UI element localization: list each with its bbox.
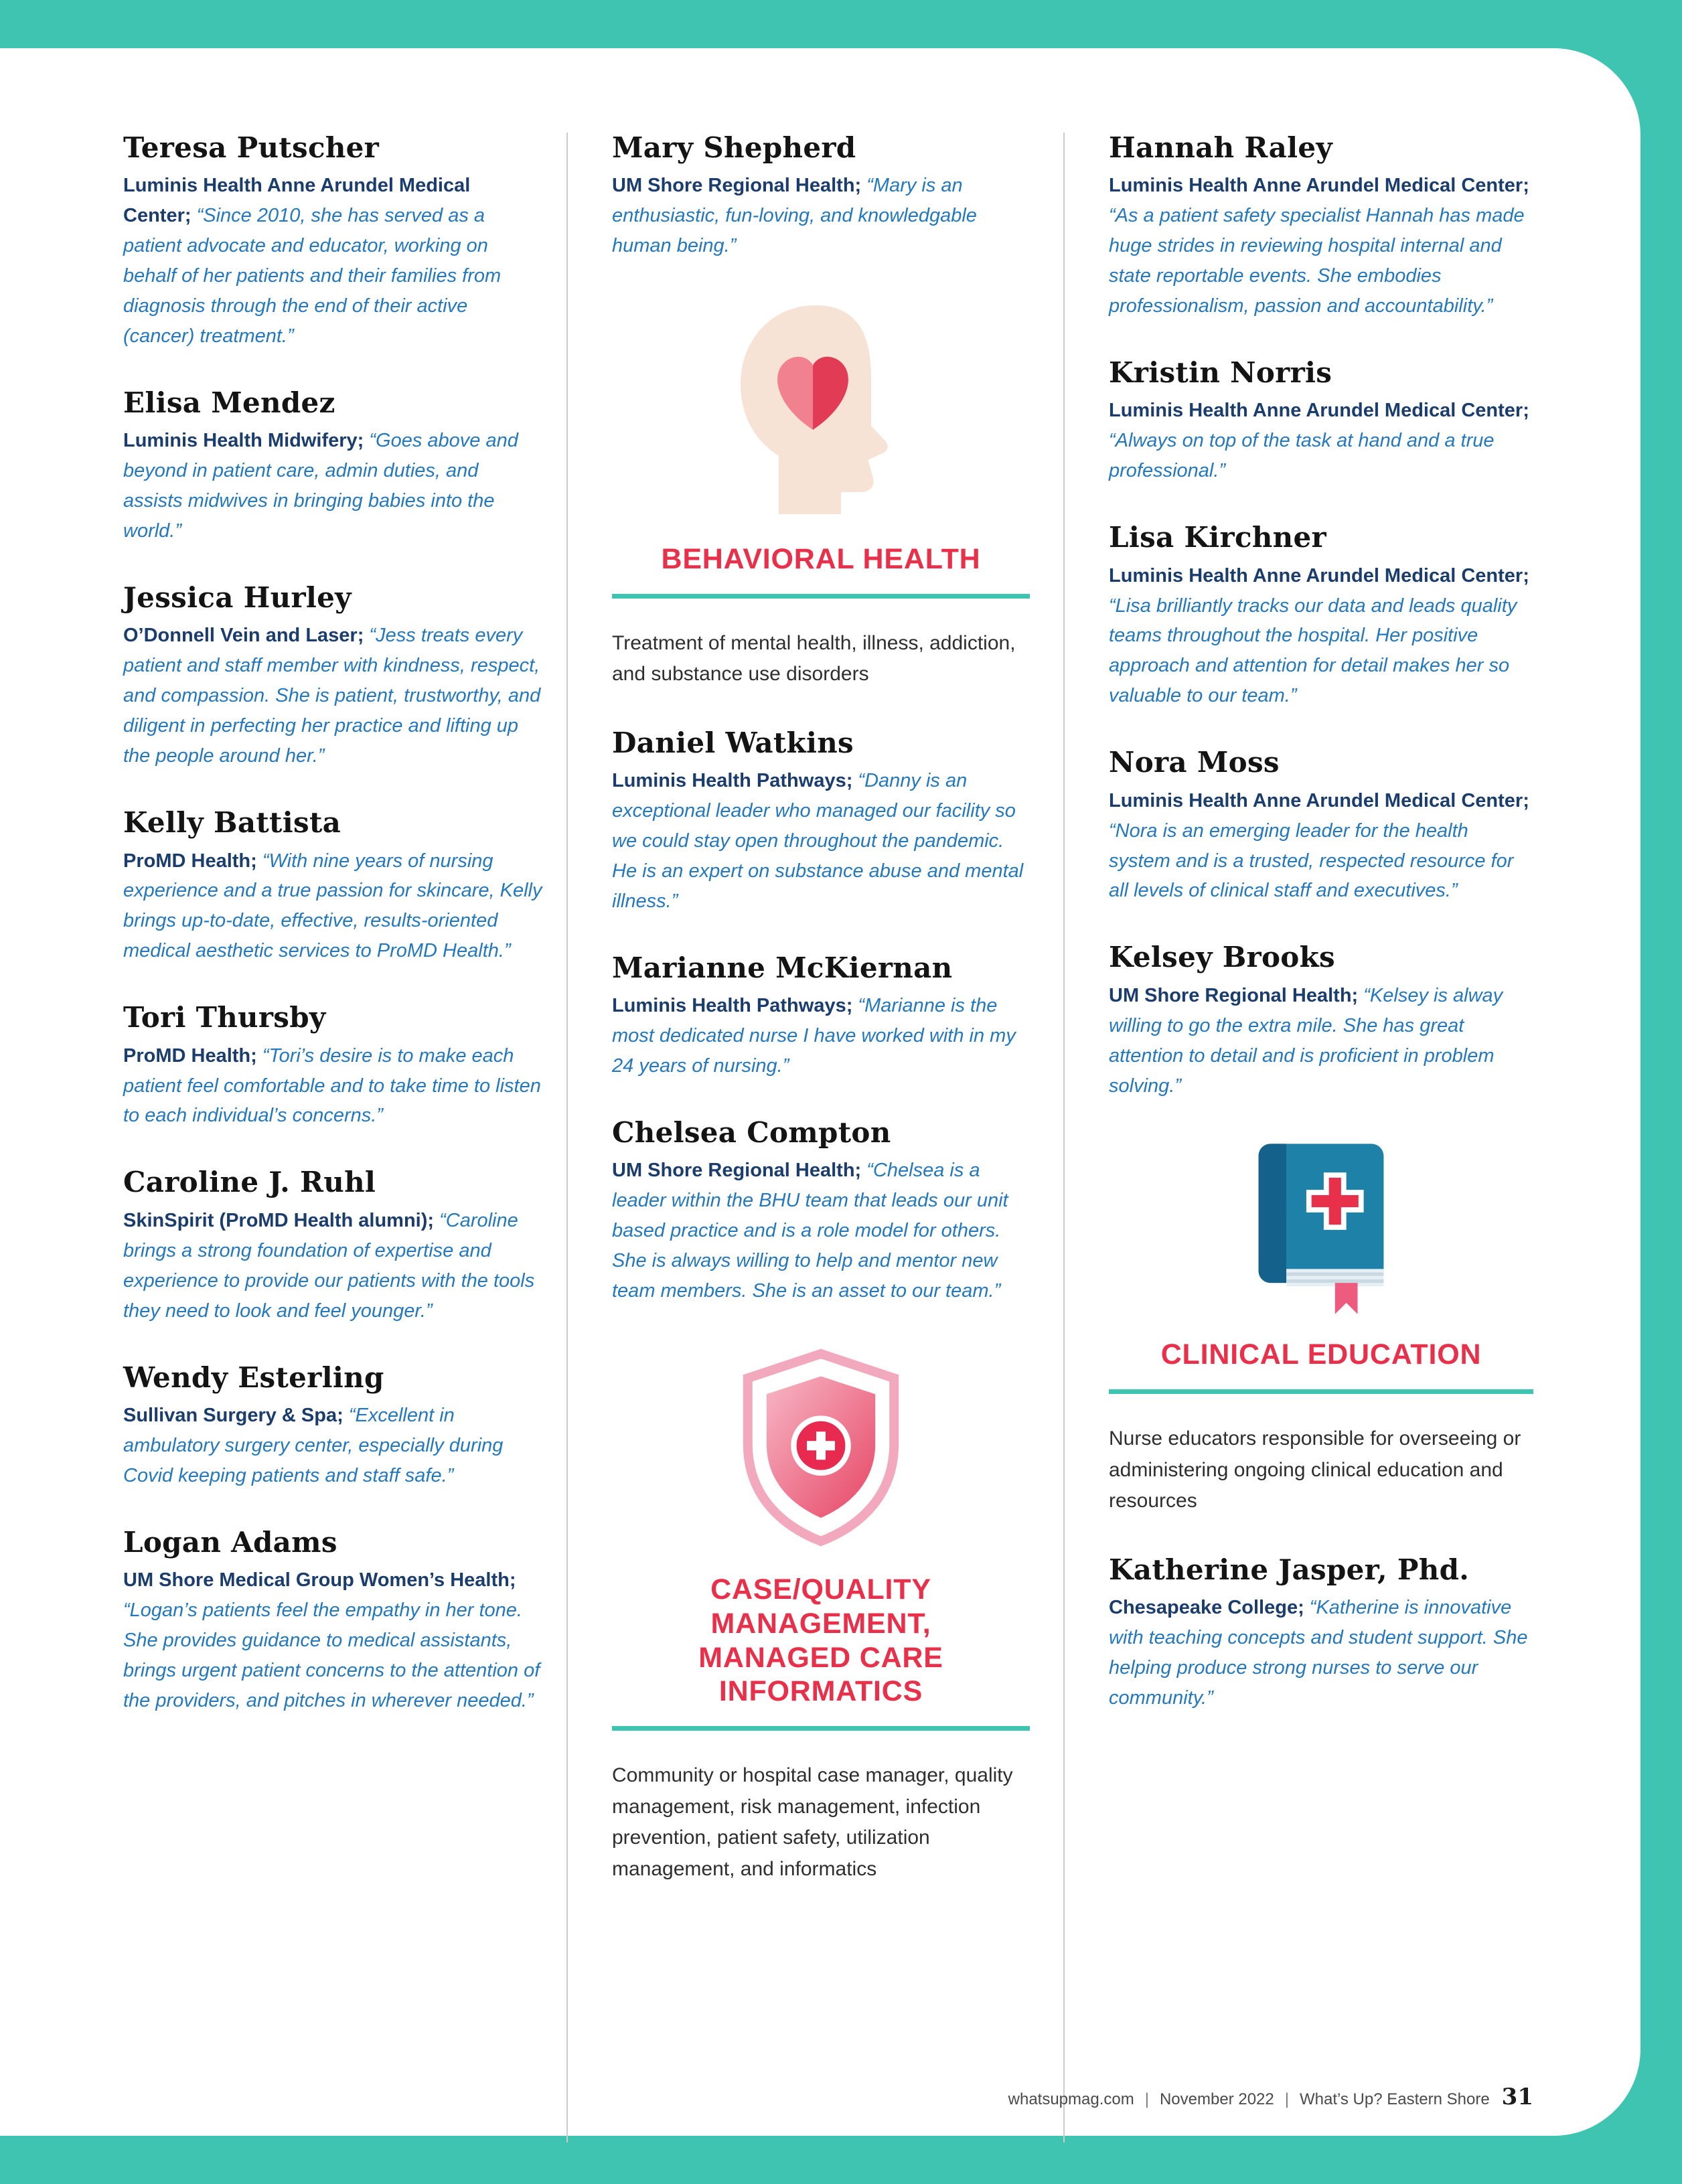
profile-organization: Chesapeake College;	[1109, 1597, 1304, 1619]
profile-lisa-kirchner	[1109, 522, 1533, 711]
profile-organization: Luminis Health Midwifery;	[123, 430, 364, 452]
profile-quote: “Chelsea is a leader within the BHU team that leads our unit based practice and is a role model for others. She is always willing to help and mentor new team members. She is an asset to our team.”	[612, 1160, 1008, 1302]
profile-quote: “With nine years of nursing experience and a true passion for skincare, Kelly brings up-to-date, effective, results-oriented medical aesthetic services to ProMD Health.”	[123, 850, 542, 962]
profile-chelsea-compton	[612, 1117, 1030, 1306]
profile-quote: “Mary is an enthusiastic, fun-loving, and knowledgable human being.”	[612, 175, 977, 257]
profile-organization: Luminis Health Anne Arundel Medical Center;	[1109, 400, 1529, 422]
column-left	[123, 133, 568, 2142]
profile-quote: “Kelsey is alway willing to go the extra mile. She has great attention to detail and is proficient in problem solving.”	[1109, 984, 1503, 1097]
section-description-behavioral-health: Treatment of mental health, illness, addiction, and substance use disorders	[612, 631, 1016, 686]
profile-name: Daniel Watkins	[612, 726, 854, 759]
profile-organization: UM Shore Regional Health;	[1109, 984, 1359, 1006]
profile-name: Caroline J. Ruhl	[123, 1166, 376, 1199]
profile-quote: “Jess treats every patient and staff member with kindness, respect, and compassion. She is patient, trustworthy, and diligent in perfecting her practice and lifting up the people around her.”	[123, 625, 541, 767]
profile-name: Mary Shepherd	[612, 131, 856, 164]
head-with-heart-icon	[612, 297, 1030, 522]
footer-date: November 2022	[1159, 2090, 1274, 2108]
profile-caroline-ruhl	[123, 1167, 542, 1326]
profile-quote: “Nora is an emerging leader for the health system and is a trusted, respected resource for all levels of clinical staff and executives.”	[1109, 820, 1514, 902]
section-title-clinical-education: CLINICAL EDUCATION	[1160, 1338, 1482, 1371]
profile-nora-moss	[1109, 747, 1533, 906]
profile-jessica-hurley	[123, 582, 542, 771]
section-rule	[1109, 1389, 1533, 1394]
profile-quote: “Goes above and beyond in patient care, admin duties, and assists midwives in bringing babies into the world.”	[123, 430, 518, 542]
profile-quote: “Excellent in ambulatory surgery center, especially during Covid keeping patients and staff safe.”	[123, 1404, 504, 1486]
profile-teresa-putscher	[123, 133, 542, 352]
profile-organization: Luminis Health Pathways;	[612, 995, 853, 1017]
profile-katherine-jasper	[1109, 1555, 1533, 1713]
profile-organization: ProMD Health;	[123, 1044, 257, 1067]
profile-quote: “Caroline brings a strong foundation of expertise and experience to provide our patients with the tools they need to look and feel younger.”	[123, 1209, 535, 1322]
profile-quote: “Always on top of the task at hand and a true professional.”	[1109, 430, 1495, 482]
profile-organization: UM Shore Regional Health;	[612, 1160, 862, 1182]
profile-name: Elisa Mendez	[123, 386, 335, 419]
column-right	[1065, 133, 1533, 2142]
column-middle	[568, 133, 1065, 2142]
profile-wendy-esterling	[123, 1362, 542, 1491]
footer-publication: What’s Up? Eastern Shore	[1299, 2090, 1490, 2108]
profile-organization: O’Donnell Vein and Laser;	[123, 625, 364, 647]
section-rule	[612, 594, 1030, 599]
profile-name: Jessica Hurley	[123, 581, 352, 615]
footer-separator: |	[1284, 2090, 1289, 2108]
profile-name: Kelsey Brooks	[1109, 941, 1335, 974]
profile-name: Lisa Kirchner	[1109, 521, 1326, 554]
profile-organization: UM Shore Regional Health;	[612, 175, 862, 197]
profile-quote: “Tori’s desire is to make each patient feel comfortable and to take time to listen to each individual’s concerns.”	[123, 1044, 541, 1127]
profile-name: Chelsea Compton	[612, 1116, 891, 1150]
section-description-clinical-education: Nurse educators responsible for overseeing or administering ongoing clinical education and resources	[1109, 1427, 1521, 1512]
profile-quote: “Danny is an exceptional leader who managed our facility so we could stay open throughout the pandemic. He is an expert on substance abuse and mental illness.”	[612, 770, 1024, 913]
profile-name: Tori Thursby	[123, 1001, 326, 1034]
profile-quote: “Logan’s patients feel the empathy in her tone. She provides guidance to medical assistants, brings urgent patient concerns to the attention of the providers, and pitches in wherever needed.”	[123, 1600, 540, 1711]
profile-name: Logan Adams	[123, 1525, 337, 1559]
profile-organization: Luminis Health Pathways;	[612, 770, 853, 792]
profile-organization: Luminis Health Anne Arundel Medical Center;	[1109, 789, 1529, 811]
profile-name: Teresa Putscher	[123, 131, 380, 164]
profile-name: Marianne McKiernan	[612, 951, 953, 984]
medical-book-icon	[1109, 1137, 1533, 1318]
profile-organization: UM Shore Medical Group Women’s Health;	[123, 1569, 516, 1591]
footer-site: whatsupmag.com	[1008, 2090, 1134, 2108]
section-title-behavioral-health: BEHAVIORAL HEALTH	[661, 543, 981, 576]
profile-quote: “Marianne is the most dedicated nurse I have worked with in my 24 years of nursing.”	[612, 995, 1016, 1077]
profile-hannah-raley	[1109, 133, 1533, 321]
profile-organization: ProMD Health;	[123, 850, 257, 872]
profile-quote: “Katherine is innovative with teaching concepts and student support. She helping produce strong nurses to serve our community.”	[1109, 1597, 1528, 1709]
profile-name: Nora Moss	[1109, 746, 1280, 779]
profile-elisa-mendez	[123, 388, 542, 546]
profile-kelly-battista	[123, 807, 542, 966]
profile-tori-thursby	[123, 1002, 542, 1131]
profile-name: Wendy Esterling	[123, 1360, 384, 1394]
profile-kelsey-brooks	[1109, 942, 1533, 1101]
profile-marianne-mckiernan	[612, 953, 1030, 1081]
profile-name: Kelly Battista	[123, 806, 341, 840]
profile-logan-adams	[123, 1527, 542, 1716]
profile-organization: SkinSpirit (ProMD Health alumni);	[123, 1209, 435, 1231]
section-description-case-quality: Community or hospital case manager, quality management, risk management, infection prevention, patient safety, utilization management, and informatics	[612, 1764, 1013, 1880]
page-content	[123, 133, 1533, 2142]
shield-cross-icon	[612, 1342, 1030, 1553]
profile-name: Hannah Raley	[1109, 131, 1333, 164]
profile-quote: “Lisa brilliantly tracks our data and leads quality teams throughout the hospital. Her positive approach and attention for detail makes her so valuable to our team.”	[1109, 595, 1517, 707]
profile-organization: Luminis Health Anne Arundel Medical Center;	[123, 175, 471, 227]
profile-quote: “Since 2010, she has served as a patient advocate and educator, working on behalf of her patients and their families from diagnosis through the end of their active (cancer) treatment.”	[123, 205, 502, 347]
profile-name: Kristin Norris	[1109, 356, 1332, 390]
section-title-case-quality: CASE/QUALITY MANAGEMENT, MANAGED CARE INFORMATICS	[698, 1573, 943, 1708]
page-footer	[1008, 2084, 1533, 2110]
profile-daniel-watkins	[612, 728, 1030, 917]
footer-separator: |	[1144, 2090, 1149, 2108]
profile-organization: Sullivan Surgery & Spa;	[123, 1404, 343, 1426]
profile-mary-shepherd	[612, 133, 1030, 261]
profile-kristin-norris	[1109, 358, 1533, 486]
profile-quote: “As a patient safety specialist Hannah has made huge strides in reviewing hospital internal and state reportable events. She embodies professionalism, passion and accountability.”	[1109, 205, 1525, 317]
profile-name: Katherine Jasper, Phd.	[1109, 1553, 1470, 1586]
profile-organization: Luminis Health Anne Arundel Medical Center;	[1109, 175, 1529, 197]
section-rule	[612, 1726, 1030, 1731]
profile-organization: Luminis Health Anne Arundel Medical Center;	[1109, 564, 1529, 587]
footer-page-number: 31	[1501, 2084, 1533, 2110]
